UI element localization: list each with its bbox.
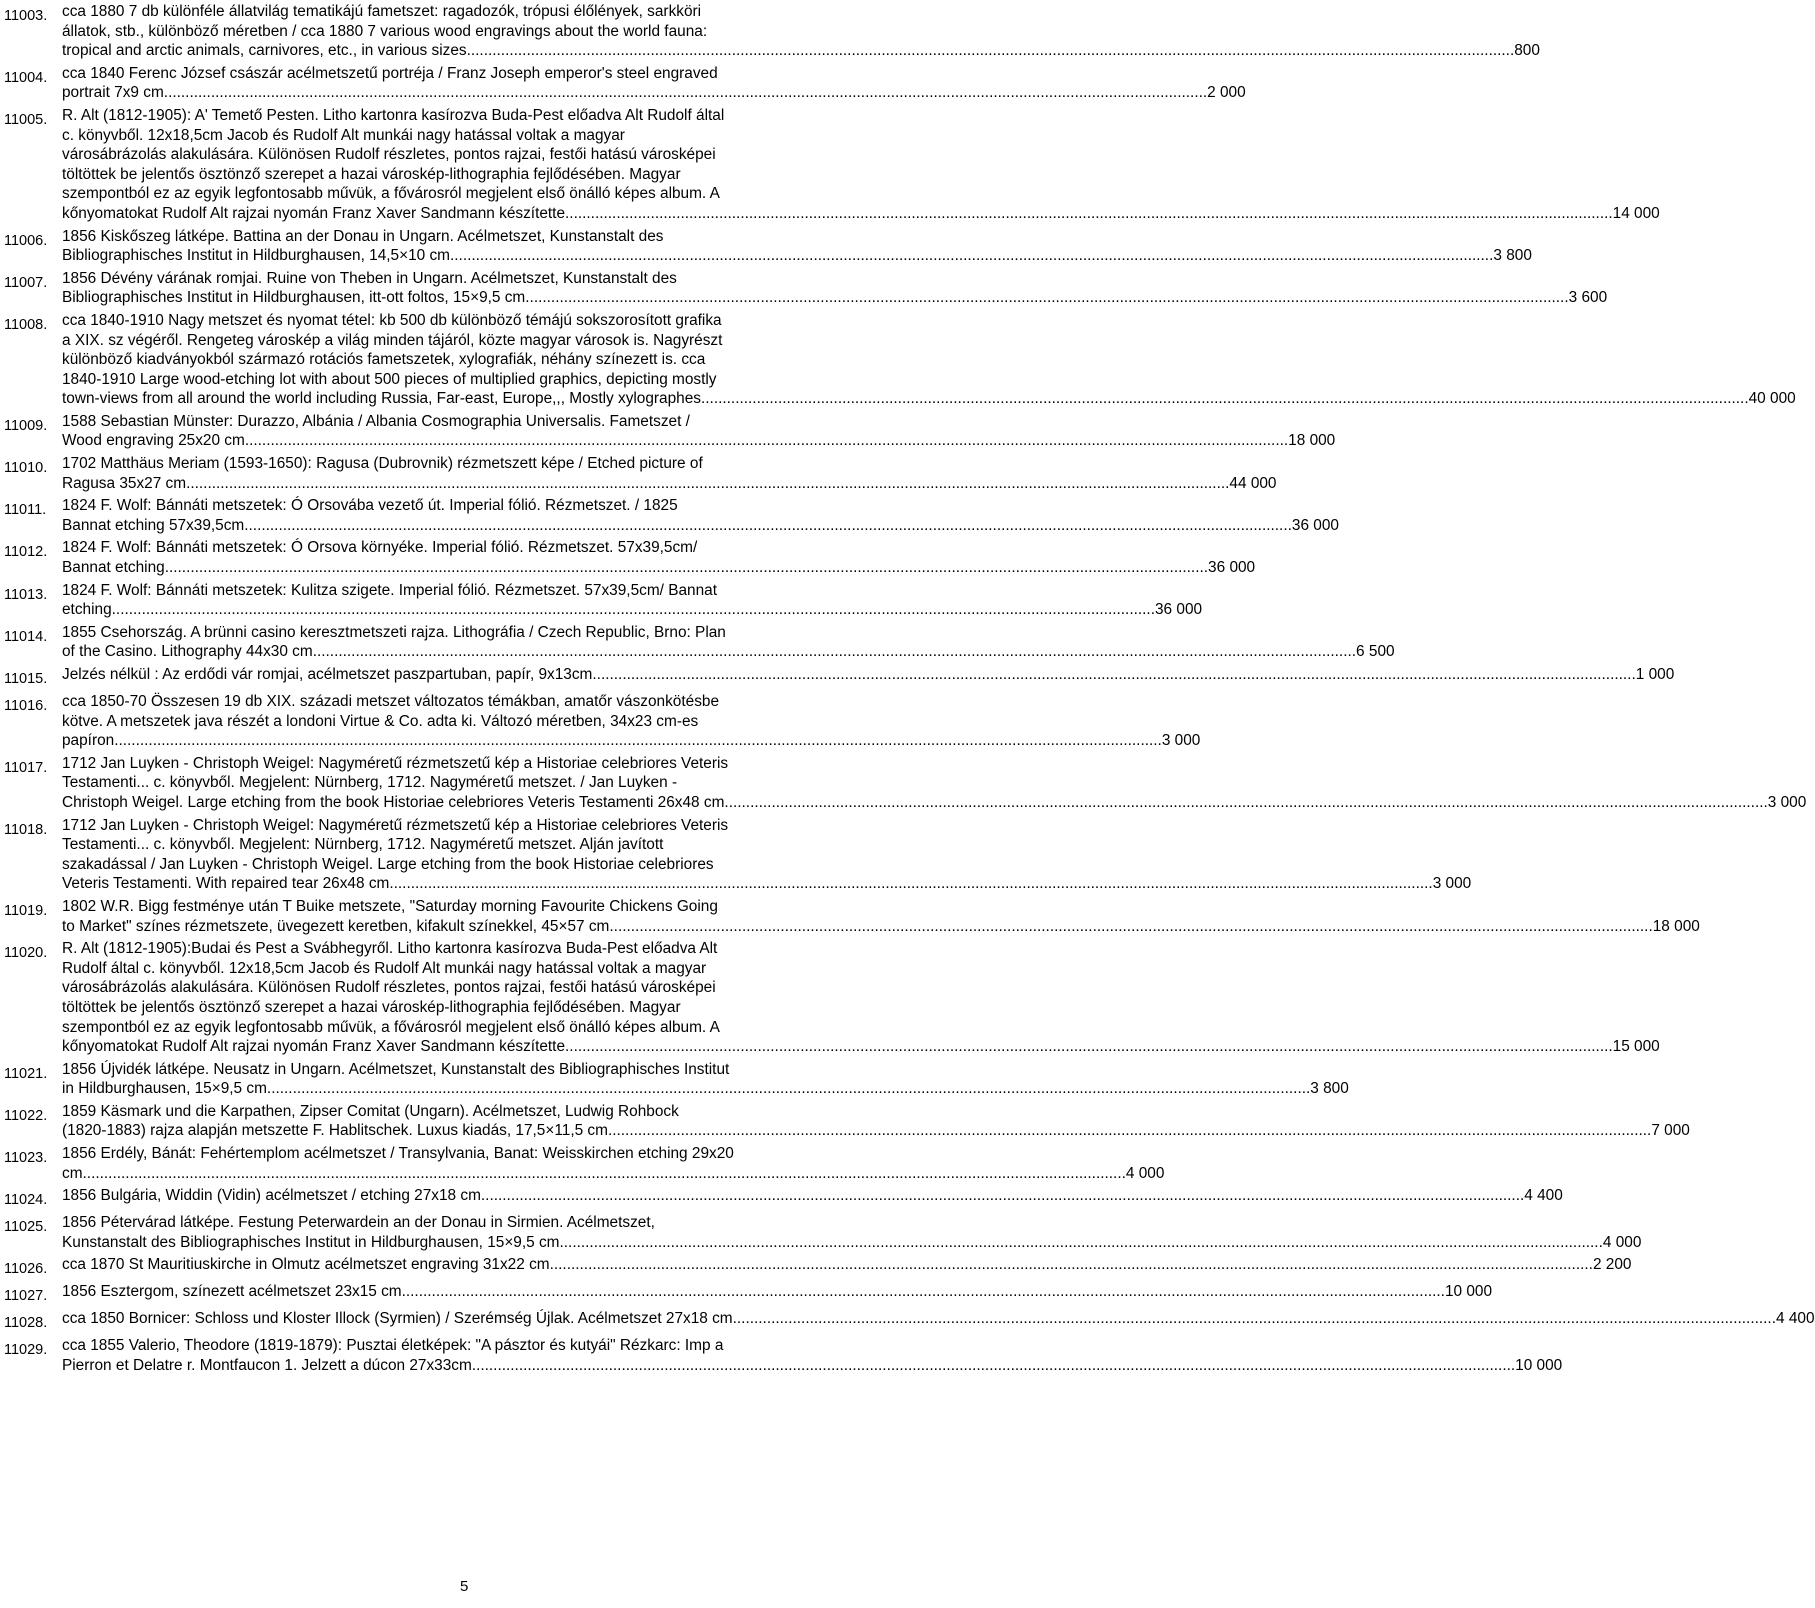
lot-number: 11014. xyxy=(4,628,48,645)
description-last-line xyxy=(62,665,1674,685)
dot-leader xyxy=(402,1282,1445,1302)
description-line: 1859 Käsmark und die Karpathen, Zipser Comitat (Ungarn). Acélmetszet, Ludwig Rohbock xyxy=(62,1102,679,1120)
lot-number: 11023. xyxy=(4,1150,48,1167)
description-last-line xyxy=(62,431,1335,451)
description-line: Ragusa 35x27 cm xyxy=(62,474,187,492)
description-line: töltöttek be jelentős ösztönző szerepet a hazai városkép-lithographia fejlődésében. Magyar xyxy=(62,165,681,183)
lot-description xyxy=(62,1186,1563,1206)
description-line: kőnyomatokat Rudolf Alt rajzai nyomán Franz Xaver Sandmann készítette. xyxy=(62,1038,570,1056)
lot-description xyxy=(62,1309,1815,1329)
catalogue-entry xyxy=(4,311,1796,409)
lot-price: 36 000 xyxy=(1155,601,1203,619)
lot-number: 11008. xyxy=(4,316,48,333)
description-line: Wood engraving 25x20 cm xyxy=(62,432,245,450)
catalogue-entry xyxy=(4,665,1675,689)
lot-price: 3 600 xyxy=(1568,289,1608,307)
description-line: etching xyxy=(62,601,112,619)
lot-number: 11010. xyxy=(4,460,48,477)
lot-number: 11015. xyxy=(4,671,48,687)
description-line: 1840-1910 Large wood-etching lot with about 500 pieces of multiplied graphics, depicting mostly xyxy=(62,370,717,388)
description-line: in Hildburghausen, 15×9,5 cm xyxy=(62,1080,267,1098)
lot-description xyxy=(62,754,1806,813)
catalogue-entry-list xyxy=(4,2,1815,1376)
lot-number: 11011. xyxy=(4,502,47,519)
description-last-line xyxy=(62,474,1277,494)
dot-leader xyxy=(550,1255,1593,1275)
description-line: szakadással / Jan Luyken - Christoph Weigel. Large etching from the book Historiae celebriores xyxy=(62,855,714,873)
description-line: cca 1855 Valerio, Theodore (1819-1879): Pusztai életképek: "A pásztor és kutyái" Rézkarc: Imp a xyxy=(62,1337,724,1355)
description-line: Pierron et Delatre r. Montfaucon 1. Jelzett a dúcon 27x33cm xyxy=(62,1357,472,1375)
lot-number: 11007. xyxy=(4,274,48,291)
description-line: cm xyxy=(62,1164,83,1182)
description-line: cca 1870 St Mauritiuskirche in Olmutz acélmetszet engraving 31x22 cm xyxy=(62,1256,550,1274)
lot-description xyxy=(62,454,1277,493)
catalogue-entry xyxy=(4,1255,1632,1279)
catalogue-entry xyxy=(4,227,1532,266)
description-last-line xyxy=(62,917,1700,937)
catalogue-entry xyxy=(4,1309,1815,1333)
description-line: töltöttek be jelentős ösztönző szerepet a hazai városkép-lithographia fejlődésében. Magyar xyxy=(62,998,681,1016)
description-line: városábrázolás alakulására. Különösen Rudolf részletes, pontos rajzai, festői hatású városképei xyxy=(62,979,716,997)
catalogue-entry xyxy=(4,412,1336,451)
description-line: 1824 F. Wolf: Bánnáti metszetek: Ó Orsovába vezető út. Imperial fólió. Rézmetszet. / 1825 xyxy=(62,497,678,515)
catalogue-entry xyxy=(4,897,1700,936)
catalogue-entry xyxy=(4,939,1660,1057)
description-last-line xyxy=(62,83,1246,103)
catalogue-entry xyxy=(4,2,1540,61)
description-line: különböző kiadványokból származó rotációs fametszetek, xylografiák, néhány színezett is. cca xyxy=(62,351,706,369)
description-line: town-views from all around the world including Russia, Far-east, Europe,,, Mostly xylographes. xyxy=(62,390,706,408)
dot-leader xyxy=(525,288,1568,308)
catalogue-entry xyxy=(4,64,1246,103)
lot-description xyxy=(62,1060,1349,1099)
lot-number: 11024. xyxy=(4,1192,48,1209)
catalogue-entry xyxy=(4,1186,1563,1210)
lot-description xyxy=(62,2,1540,61)
description-line: 1856 Pétervárad látképe. Festung Peterwardein an der Donau in Sirmien. Acélmetszet, xyxy=(62,1214,655,1232)
description-line: of the Casino. Lithography 44x30 cm xyxy=(62,643,313,661)
lot-number: 11022. xyxy=(4,1107,48,1124)
lot-description xyxy=(62,496,1339,535)
lot-price: 800 xyxy=(1514,42,1540,60)
lot-description xyxy=(62,106,1660,224)
description-last-line xyxy=(62,874,1471,894)
lot-number: 11004. xyxy=(4,69,48,86)
dot-leader xyxy=(249,516,1292,536)
lot-price: 10 000 xyxy=(1515,1357,1563,1375)
description-line: cca 1850-70 Összesen 19 db XIX. századi metszet változatos témákban, amatőr vászonkötésbe xyxy=(62,693,720,710)
description-last-line xyxy=(62,1186,1563,1206)
lot-number: 11019. xyxy=(4,902,48,919)
description-line: cca 1840-1910 Nagy metszet és nyomat tétel: kb 500 db különböző témájú sokszorosított grafika xyxy=(62,311,722,329)
dot-leader xyxy=(83,1164,1126,1184)
catalogue-entry xyxy=(4,1282,1493,1306)
lot-number: 11012. xyxy=(4,544,48,561)
lot-description xyxy=(62,1213,1641,1252)
lot-number: 11017. xyxy=(4,759,48,776)
dot-leader xyxy=(592,665,1635,685)
description-last-line xyxy=(62,1309,1815,1329)
lot-price: 3 000 xyxy=(1432,875,1472,893)
lot-number: 11018. xyxy=(4,821,48,838)
lot-number: 11021. xyxy=(4,1065,48,1082)
dot-leader xyxy=(471,41,1514,61)
description-last-line xyxy=(62,1037,1660,1057)
lot-description xyxy=(62,897,1700,936)
lot-description xyxy=(62,1255,1631,1275)
lot-number: 11003. xyxy=(4,8,48,24)
description-line: 1856 Dévény várának romjai. Ruine von Theben in Ungarn. Acélmetszet, Kunstanstalt des xyxy=(62,269,677,287)
lot-description xyxy=(62,1336,1562,1375)
description-line: szempontból ez az egyik legfontosabb művük, a fővárosról megjelent első önálló képes album. A xyxy=(62,1018,720,1036)
catalogue-entry xyxy=(4,1144,1165,1183)
description-line: 1856 Esztergom, színezett acélmetszet 23x15 cm xyxy=(62,1283,402,1301)
description-line: Bannat etching 57x39,5cm. xyxy=(62,516,249,534)
description-last-line xyxy=(62,558,1255,578)
description-line: Veteris Testamenti. With repaired tear 26x48 cm xyxy=(62,875,390,893)
dot-leader xyxy=(389,874,1432,894)
description-last-line xyxy=(62,1233,1641,1253)
description-line: papíron. xyxy=(62,732,119,750)
description-line: városábrázolás alakulására. Különösen Rudolf részletes, pontos rajzai, festői hatású városképei xyxy=(62,146,716,164)
dot-leader xyxy=(267,1079,1310,1099)
description-line: R. Alt (1812-1905): A' Temető Pesten. Litho kartonra kasírozva Buda-Pest előadva Alt Rudolf által xyxy=(62,106,725,124)
catalogue-entry xyxy=(4,496,1339,535)
description-line: 1702 Matthäus Meriam (1593-1650): Ragusa (Dubrovnik) rézmetszett képe / Etched picture of xyxy=(62,455,703,473)
dot-leader xyxy=(608,1121,1651,1141)
description-line: a XIX. sz végéről. Rengeteg városkép a világ minden tájáról, közte magyar városok is. Nagyrészt xyxy=(62,331,723,349)
lot-number: 11027. xyxy=(4,1288,48,1305)
description-line: R. Alt (1812-1905):Budai és Pest a Svábhegyről. Litho kartonra kasírozva Buda-Pest előadva Alt xyxy=(62,940,718,958)
lot-description xyxy=(62,939,1660,1057)
lot-price: 4 400 xyxy=(1524,1187,1563,1205)
description-line: 1856 Erdély, Bánát: Fehértemplom acélmetszet / Transylvania, Banat: Weisskirchen etching 29x20 xyxy=(62,1145,734,1163)
lot-price: 18 000 xyxy=(1288,432,1336,450)
catalogue-entry xyxy=(4,754,1807,813)
catalogue-entry xyxy=(4,1336,1563,1375)
dot-leader xyxy=(609,917,1652,937)
lot-description xyxy=(62,665,1674,685)
lot-description xyxy=(62,816,1471,894)
catalogue-entry xyxy=(4,454,1277,493)
description-line: Testamenti... c. könyvből. Megjelent: Nürnberg, 1712. Nagyméretű metszet. / Jan Luyken - xyxy=(62,774,678,792)
lot-description xyxy=(62,227,1532,266)
description-last-line xyxy=(62,246,1532,266)
lot-price: 6 500 xyxy=(1356,643,1395,661)
description-last-line xyxy=(62,793,1806,813)
catalogue-entry xyxy=(4,1060,1349,1099)
dot-leader xyxy=(313,642,1356,662)
description-line: 1712 Jan Luyken - Christoph Weigel: Nagyméretű rézmetszetű kép a Historiae celebriores Veteris xyxy=(62,816,729,834)
description-line: Christoph Weigel. Large etching from the book Historiae celebriores Veteris Testamenti 26x48 cm xyxy=(62,793,725,811)
description-last-line xyxy=(62,41,1540,61)
description-last-line xyxy=(62,389,1796,409)
lot-price: 2 200 xyxy=(1592,1256,1632,1274)
catalogue-entry xyxy=(4,1213,1642,1252)
description-line: Jelzés nélkül : Az erdődi vár romjai, acélmetszet paszpartuban, papír, 9x13cm xyxy=(62,666,593,683)
description-line: cca 1880 7 db különféle állatvilág tematikájú fametszet: ragadozók, trópusi élőlények, sarkköri xyxy=(62,3,702,20)
catalogue-entry xyxy=(4,692,1201,751)
description-line: 1856 Újvidék látképe. Neusatz in Ungarn. Acélmetszet, Kunstanstalt des Bibliographisches Institut xyxy=(62,1060,730,1078)
catalogue-entry xyxy=(4,1102,1690,1141)
lot-price: 1 000 xyxy=(1635,666,1675,683)
description-line: Bibliographisches Institut in Hildburghausen, itt-ott foltos, 15×9,5 cm xyxy=(62,289,526,307)
lot-price: 3 000 xyxy=(1161,732,1201,750)
description-line: szempontból ez az egyik legfontosabb művük, a fővárosról megjelent első önálló képes album. A xyxy=(62,185,720,203)
lot-description xyxy=(62,692,1200,751)
description-last-line xyxy=(62,288,1607,308)
dot-leader xyxy=(472,1356,1515,1376)
page-number: 5 xyxy=(460,1578,469,1595)
description-line: Bibliographisches Institut in Hildburghausen, 14,5×10 cm xyxy=(62,247,450,265)
lot-price: 2 000 xyxy=(1207,84,1246,102)
lot-price: 3 800 xyxy=(1493,247,1532,265)
description-line: 1824 F. Wolf: Bánnáti metszetek: Ó Orsova környéke. Imperial fólió. Rézmetszet. 57x39,5cm/ xyxy=(62,539,698,557)
lot-price: 7 000 xyxy=(1651,1122,1690,1140)
description-line: tropical and arctic animals, carnivores, etc., in various sizes. xyxy=(62,42,471,60)
dot-leader xyxy=(560,1233,1603,1253)
lot-description xyxy=(62,1144,1164,1183)
description-line: Kunstanstalt des Bibliographisches Institut in Hildburghausen, 15×9,5 cm xyxy=(62,1233,560,1251)
description-line: cca 1850 Bornicer: Schloss und Kloster Illock (Syrmien) / Szerémség Újlak. Acélmetszet 27x18 cm xyxy=(62,1310,733,1328)
description-line: kötve. A metszetek java részét a londoni Virtue & Co. adta ki. Változó méretben, 34x23 cm-es xyxy=(62,712,699,730)
description-last-line xyxy=(62,642,1395,662)
lot-price: 36 000 xyxy=(1208,559,1256,577)
lot-description xyxy=(62,269,1607,308)
description-last-line xyxy=(62,1164,1164,1184)
lot-price: 36 000 xyxy=(1291,516,1339,534)
catalogue-entry xyxy=(4,581,1203,620)
lot-price: 4 400 xyxy=(1775,1310,1815,1328)
description-line: to Market" színes rézmetszete, üvegezett keretben, kifakult színekkel, 45×57 cm xyxy=(62,917,610,935)
lot-number: 11026. xyxy=(4,1261,48,1278)
description-line: 1856 Kiskőszeg látképe. Battina an der Donau in Ungarn. Acélmetszet, Kunstanstalt des xyxy=(62,227,664,245)
dot-leader xyxy=(164,83,1207,103)
description-last-line xyxy=(62,1079,1349,1099)
dot-leader xyxy=(186,474,1229,494)
lot-price: 3 000 xyxy=(1767,793,1807,811)
catalogue-entry xyxy=(4,106,1660,224)
dot-leader xyxy=(450,246,1493,266)
description-line: 1802 W.R. Bigg festménye után T Buike metszete, "Saturday morning Favourite Chickens Going xyxy=(62,897,718,915)
dot-leader xyxy=(481,1186,1524,1206)
lot-price: 18 000 xyxy=(1652,917,1700,935)
catalogue-entry xyxy=(4,816,1472,894)
lot-price: 3 800 xyxy=(1310,1080,1349,1098)
lot-price: 44 000 xyxy=(1229,474,1277,492)
lot-description xyxy=(62,538,1255,577)
dot-leader xyxy=(569,1037,1612,1057)
lot-description xyxy=(62,1102,1690,1141)
description-line: Rudolf által c. könyvből. 12x18,5cm Jacob és Rudolf Alt munkái nagy hatással voltak a magyar xyxy=(62,959,707,977)
lot-price: 4 000 xyxy=(1125,1164,1165,1182)
description-line: kőnyomatokat Rudolf Alt rajzai nyomán Franz Xaver Sandmann készítette. xyxy=(62,204,570,222)
description-last-line xyxy=(62,1255,1631,1275)
lot-description xyxy=(62,1282,1492,1302)
description-line: 1824 F. Wolf: Bánnáti metszetek: Kulitza szigete. Imperial fólió. Rézmetszet. 57x39,5cm/ Bannat xyxy=(62,581,717,599)
lot-price: 40 000 xyxy=(1748,390,1796,408)
dot-leader xyxy=(724,793,1767,813)
description-line: 1856 Bulgária, Widdin (Vidin) acélmetszet / etching 27x18 cm xyxy=(62,1187,481,1205)
lot-number: 11028. xyxy=(4,1315,48,1332)
lot-number: 11025. xyxy=(4,1219,48,1236)
dot-leader xyxy=(112,600,1155,620)
lot-price: 4 000 xyxy=(1602,1233,1642,1251)
description-last-line xyxy=(62,600,1202,620)
description-line: cca 1840 Ferenc József császár acélmetszetű portréja / Franz Joseph emperor's steel engraved xyxy=(62,64,718,82)
lot-number: 11006. xyxy=(4,232,48,249)
description-last-line xyxy=(62,1356,1562,1376)
lot-number: 11005. xyxy=(4,111,48,128)
lot-number: 11009. xyxy=(4,417,48,434)
description-line: 1712 Jan Luyken - Christoph Weigel: Nagyméretű rézmetszetű kép a Historiae celebriores Veteris xyxy=(62,754,729,772)
lot-description xyxy=(62,311,1796,409)
lot-number: 11013. xyxy=(4,586,48,603)
description-line: Testamenti... c. könyvből. Megjelent: Nürnberg, 1712. Nagyméretű metszet. Alján javított xyxy=(62,836,664,854)
catalogue-entry xyxy=(4,269,1608,308)
lot-description xyxy=(62,623,1395,662)
dot-leader xyxy=(118,731,1161,751)
dot-leader xyxy=(245,431,1288,451)
lot-number: 11020. xyxy=(4,945,48,962)
dot-leader xyxy=(569,204,1612,224)
lot-price: 10 000 xyxy=(1444,1283,1493,1301)
lot-number: 11029. xyxy=(4,1342,48,1359)
description-last-line xyxy=(62,1282,1492,1302)
description-line: portrait 7x9 cm xyxy=(62,84,164,102)
description-last-line xyxy=(62,204,1660,224)
lot-description xyxy=(62,64,1246,103)
lot-description xyxy=(62,412,1335,451)
catalogue-entry xyxy=(4,623,1395,662)
description-line: 1588 Sebastian Münster: Durazzo, Albánia / Albania Cosmographia Universalis. Fametszet / xyxy=(62,412,690,430)
catalogue-entry xyxy=(4,538,1256,577)
description-line: (1820-1883) rajza alapján metszette F. Hablitschek. Luxus kiadás, 17,5×11,5 cm xyxy=(62,1122,608,1140)
lot-price: 15 000 xyxy=(1612,1038,1660,1056)
dot-leader xyxy=(165,558,1208,578)
dot-leader xyxy=(733,1309,1776,1329)
description-line: 1855 Csehország. A brünni casino keresztmetszeti rajza. Lithográfia / Czech Republic, Brno: Plan xyxy=(62,623,726,641)
description-last-line xyxy=(62,516,1339,536)
description-last-line xyxy=(62,1121,1690,1141)
lot-number: 11016. xyxy=(4,698,48,714)
description-line: Bannat etching xyxy=(62,559,165,577)
description-last-line xyxy=(62,731,1200,751)
description-line: c. könyvből. 12x18,5cm Jacob és Rudolf Alt munkái nagy hatással voltak a magyar xyxy=(62,126,625,144)
description-line: állatok, stb., különböző méretben / cca 1880 7 various wood engravings about the world fauna: xyxy=(62,22,708,40)
dot-leader xyxy=(705,389,1748,409)
lot-price: 14 000 xyxy=(1612,204,1660,222)
lot-description xyxy=(62,581,1202,620)
